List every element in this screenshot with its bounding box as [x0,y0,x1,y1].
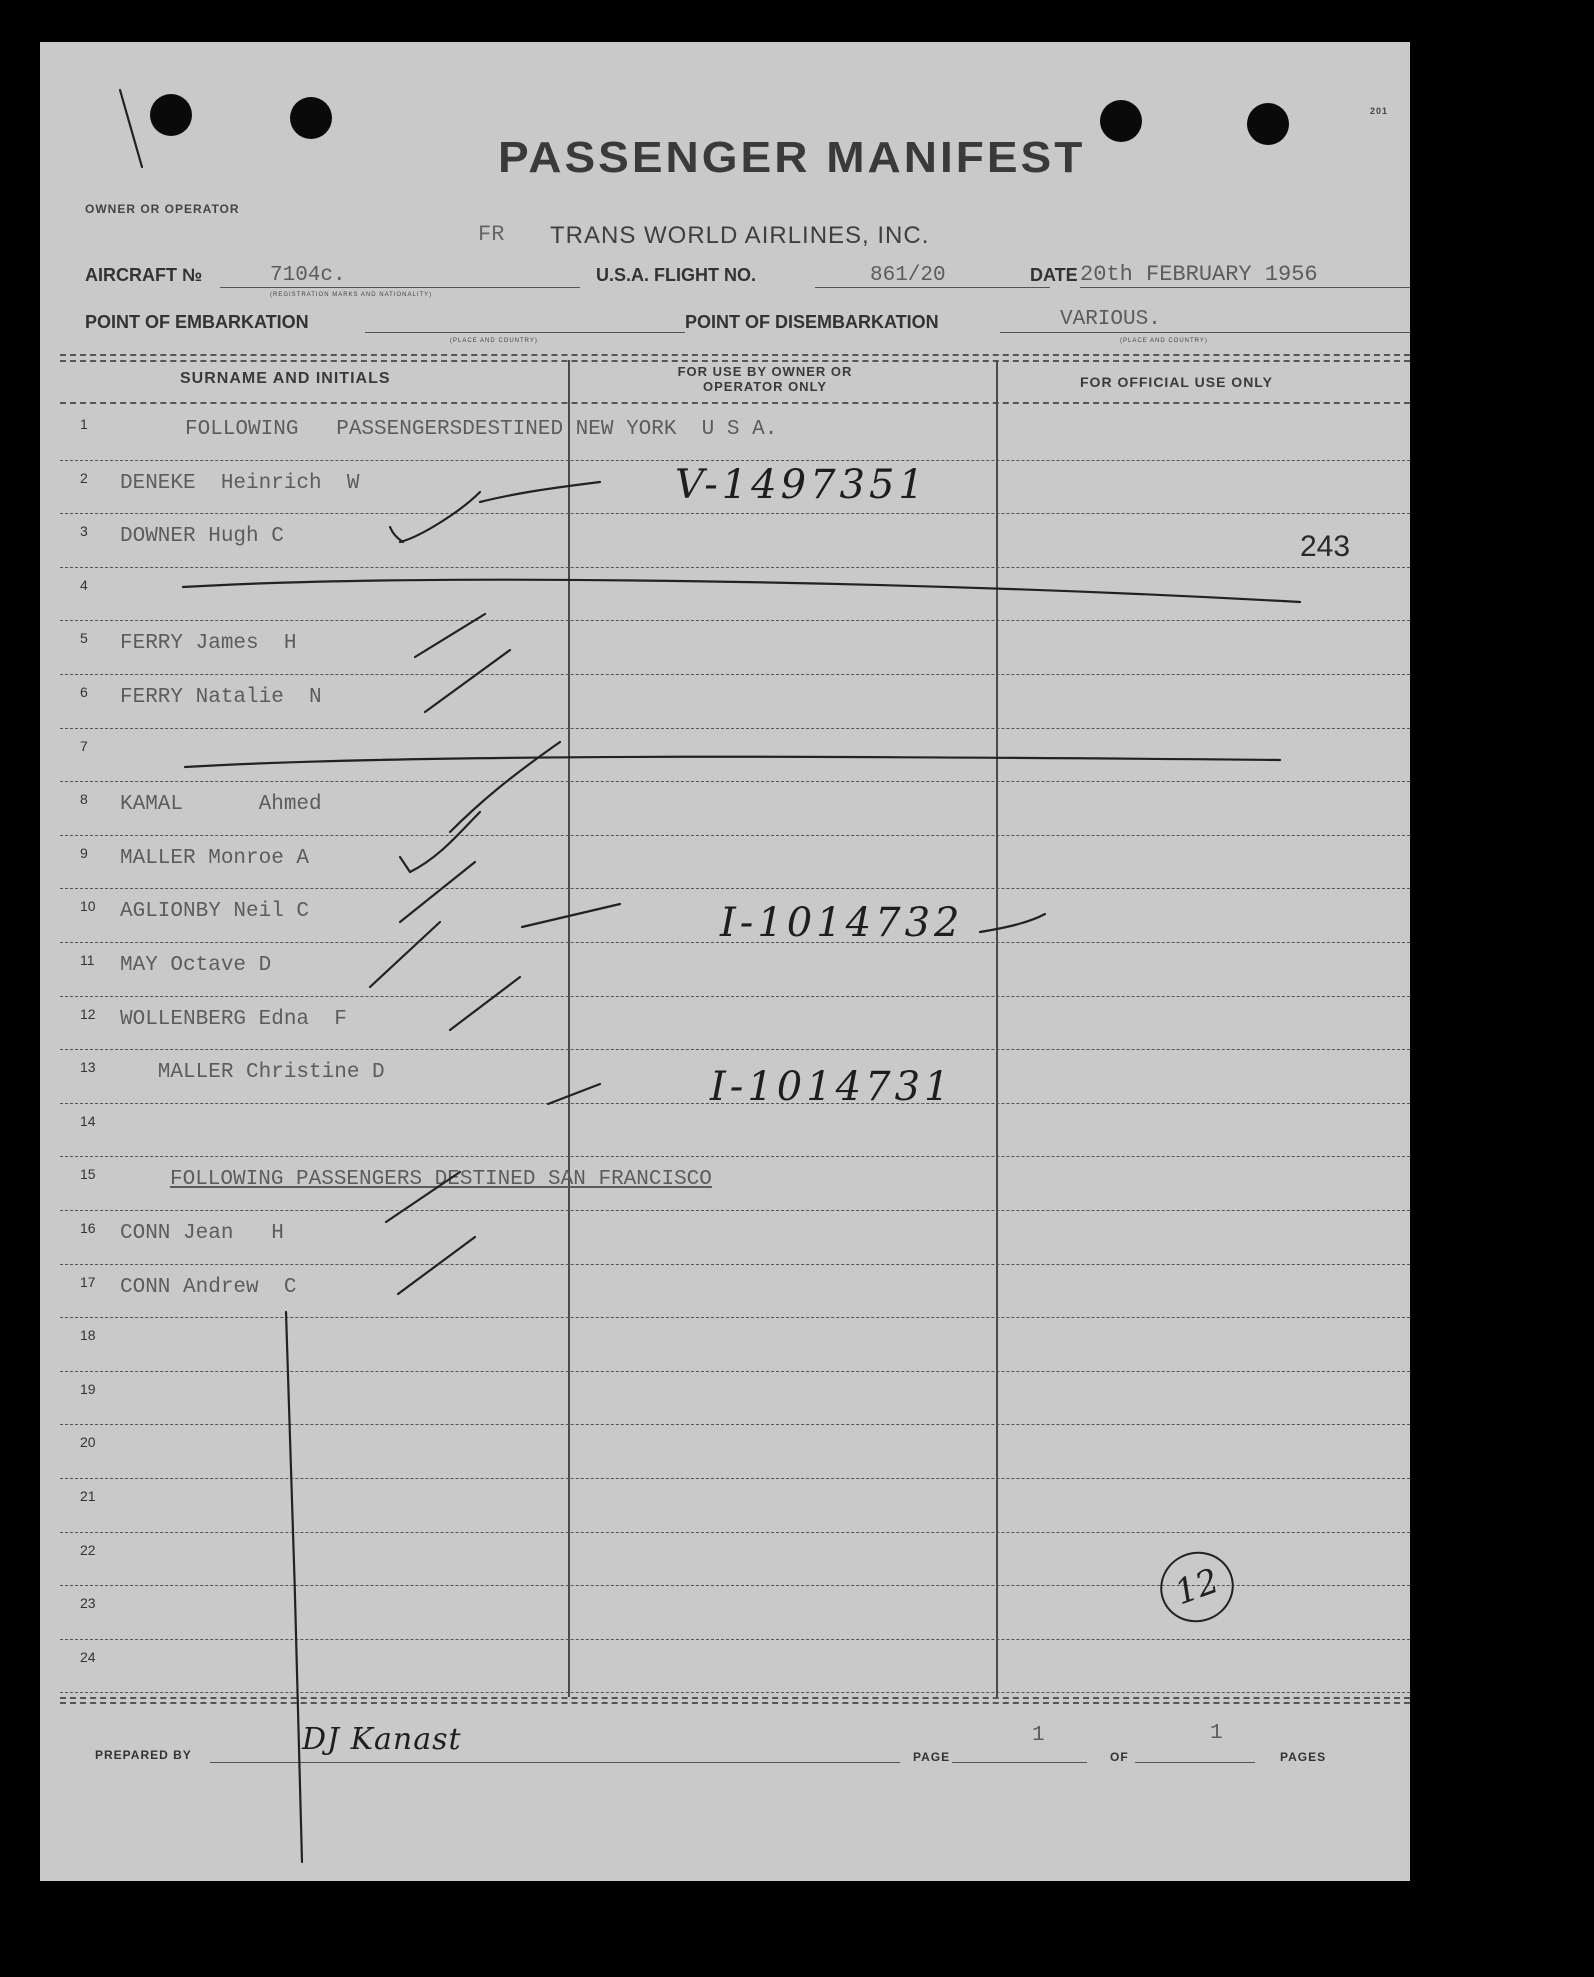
aircraft-caption: (REGISTRATION MARKS AND NATIONALITY) [270,292,433,298]
row-number: 20 [80,1434,96,1451]
row-number: 15 [80,1166,96,1183]
passenger-entry: MALLER Monroe A [120,846,310,870]
row-number: 11 [80,952,95,968]
date-value: 20th FEBRUARY 1956 [1080,262,1318,287]
passenger-entry: CONN Andrew C [120,1275,297,1299]
row-number: 3 [80,523,88,540]
of-label: OF [1110,1750,1129,1764]
row-number: 10 [80,898,96,915]
handwritten-marks [40,42,1410,1881]
strike-line-row4 [183,580,1300,602]
row-number: 6 [80,684,88,700]
column-owner-header: FOR USE BY OWNER OR OPERATOR ONLY [677,364,853,394]
page-title: PASSENGER MANIFEST [498,132,1086,182]
official-note-row3: 243 [1300,530,1351,563]
passenger-entry: FOLLOWING PASSENGERS DESTINED SAN FRANCISCO [170,1168,712,1192]
passenger-entry: WOLLENBERG Edna F [120,1007,347,1031]
tick-mark [370,922,440,987]
row-number: 18 [80,1327,96,1344]
disembarkation-value: VARIOUS. [1060,308,1161,331]
date-label: DATE [1030,265,1078,285]
pen-stroke [980,914,1045,932]
passenger-entry: DOWNER Hugh C [120,525,284,549]
flight-value: 861/20 [870,264,946,287]
passenger-entry: DENEKE Heinrich W [120,471,360,495]
row-number: 4 [80,576,88,593]
owner-operator-label: OWNER OR OPERATOR [85,202,240,216]
tick-mark [390,527,403,542]
pen-stroke [120,90,142,167]
tick-mark [425,650,510,712]
prepared-by-label: PREPARED BY [95,1748,192,1762]
row-number: 8 [80,791,88,808]
tick-mark [400,857,410,872]
pen-stroke [286,1312,302,1862]
disembarkation-label: POINT OF DISEMBARKATION [685,312,939,332]
row-number: 23 [80,1595,96,1612]
row-number: 5 [80,630,88,647]
disembarkation-caption: (PLACE AND COUNTRY) [1120,338,1208,344]
embarkation-caption: (PLACE AND COUNTRY) [450,338,538,344]
owner-note-row13: I-1014731 [710,1064,954,1110]
row-number: 22 [80,1541,96,1558]
tick-mark [410,812,480,872]
tick-mark [398,1237,475,1294]
passenger-entry: CONN Jean H [120,1222,284,1245]
pages-label: PAGES [1280,1750,1327,1764]
row-number: 21 [80,1488,96,1504]
owner-note-row2: V-1497351 [675,462,928,508]
tick-mark [480,482,600,502]
corner-mark: 201 [1370,106,1389,116]
row-number: 13 [80,1059,96,1076]
row-number: 9 [80,844,88,861]
page-label: PAGE [913,1750,951,1764]
tick-mark [548,1084,600,1104]
row-number: 19 [80,1380,96,1397]
page-value: 1 [1032,1724,1045,1747]
aircraft-label: AIRCRAFT № [85,265,203,285]
passenger-entry: MAY Octave D [120,954,272,977]
passenger-entry: AGLIONBY Neil C [120,900,310,924]
row-number: 17 [80,1273,96,1290]
passenger-entry: KAMAL Ahmed [120,793,322,817]
circled-note: 12 [1150,1541,1243,1632]
tick-mark [415,614,485,657]
of-value: 1 [1210,1722,1223,1745]
tick-mark [400,492,480,542]
tick-mark [450,977,520,1030]
row-number: 7 [80,737,88,754]
flight-label: U.S.A. FLIGHT NO. [596,265,756,285]
column-surname-header: SURNAME AND INITIALS [180,370,391,387]
tick-mark [522,904,620,927]
row-number: 12 [80,1005,96,1022]
fr-mark: FR [478,222,505,247]
tick-mark [450,742,560,832]
passenger-entry: FERRY James H [120,632,297,656]
row-number: 16 [80,1220,96,1236]
aircraft-value: 7104c. [270,264,346,287]
manifest-sheet [40,42,1410,1881]
passenger-entry: FOLLOWING PASSENGERSDESTINED NEW YORK U S A. [185,418,778,441]
passenger-entry: MALLER Christine D [120,1061,385,1085]
column-official-header: FOR OFFICIAL USE ONLY [1080,374,1273,390]
passenger-entry: FERRY Natalie N [120,686,322,709]
tick-mark [386,1172,460,1222]
prepared-by-signature: DJ Kanast [302,1722,462,1757]
airline-name: TRANS WORLD AIRLINES, INC. [550,222,930,249]
row-number: 24 [80,1648,96,1665]
row-number: 2 [80,469,88,486]
strike-line-row7 [185,757,1280,767]
owner-note-row10: I-1014732 [720,900,964,946]
row-number: 1 [80,416,88,432]
embarkation-label: POINT OF EMBARKATION [85,312,309,332]
row-number: 14 [80,1112,96,1129]
